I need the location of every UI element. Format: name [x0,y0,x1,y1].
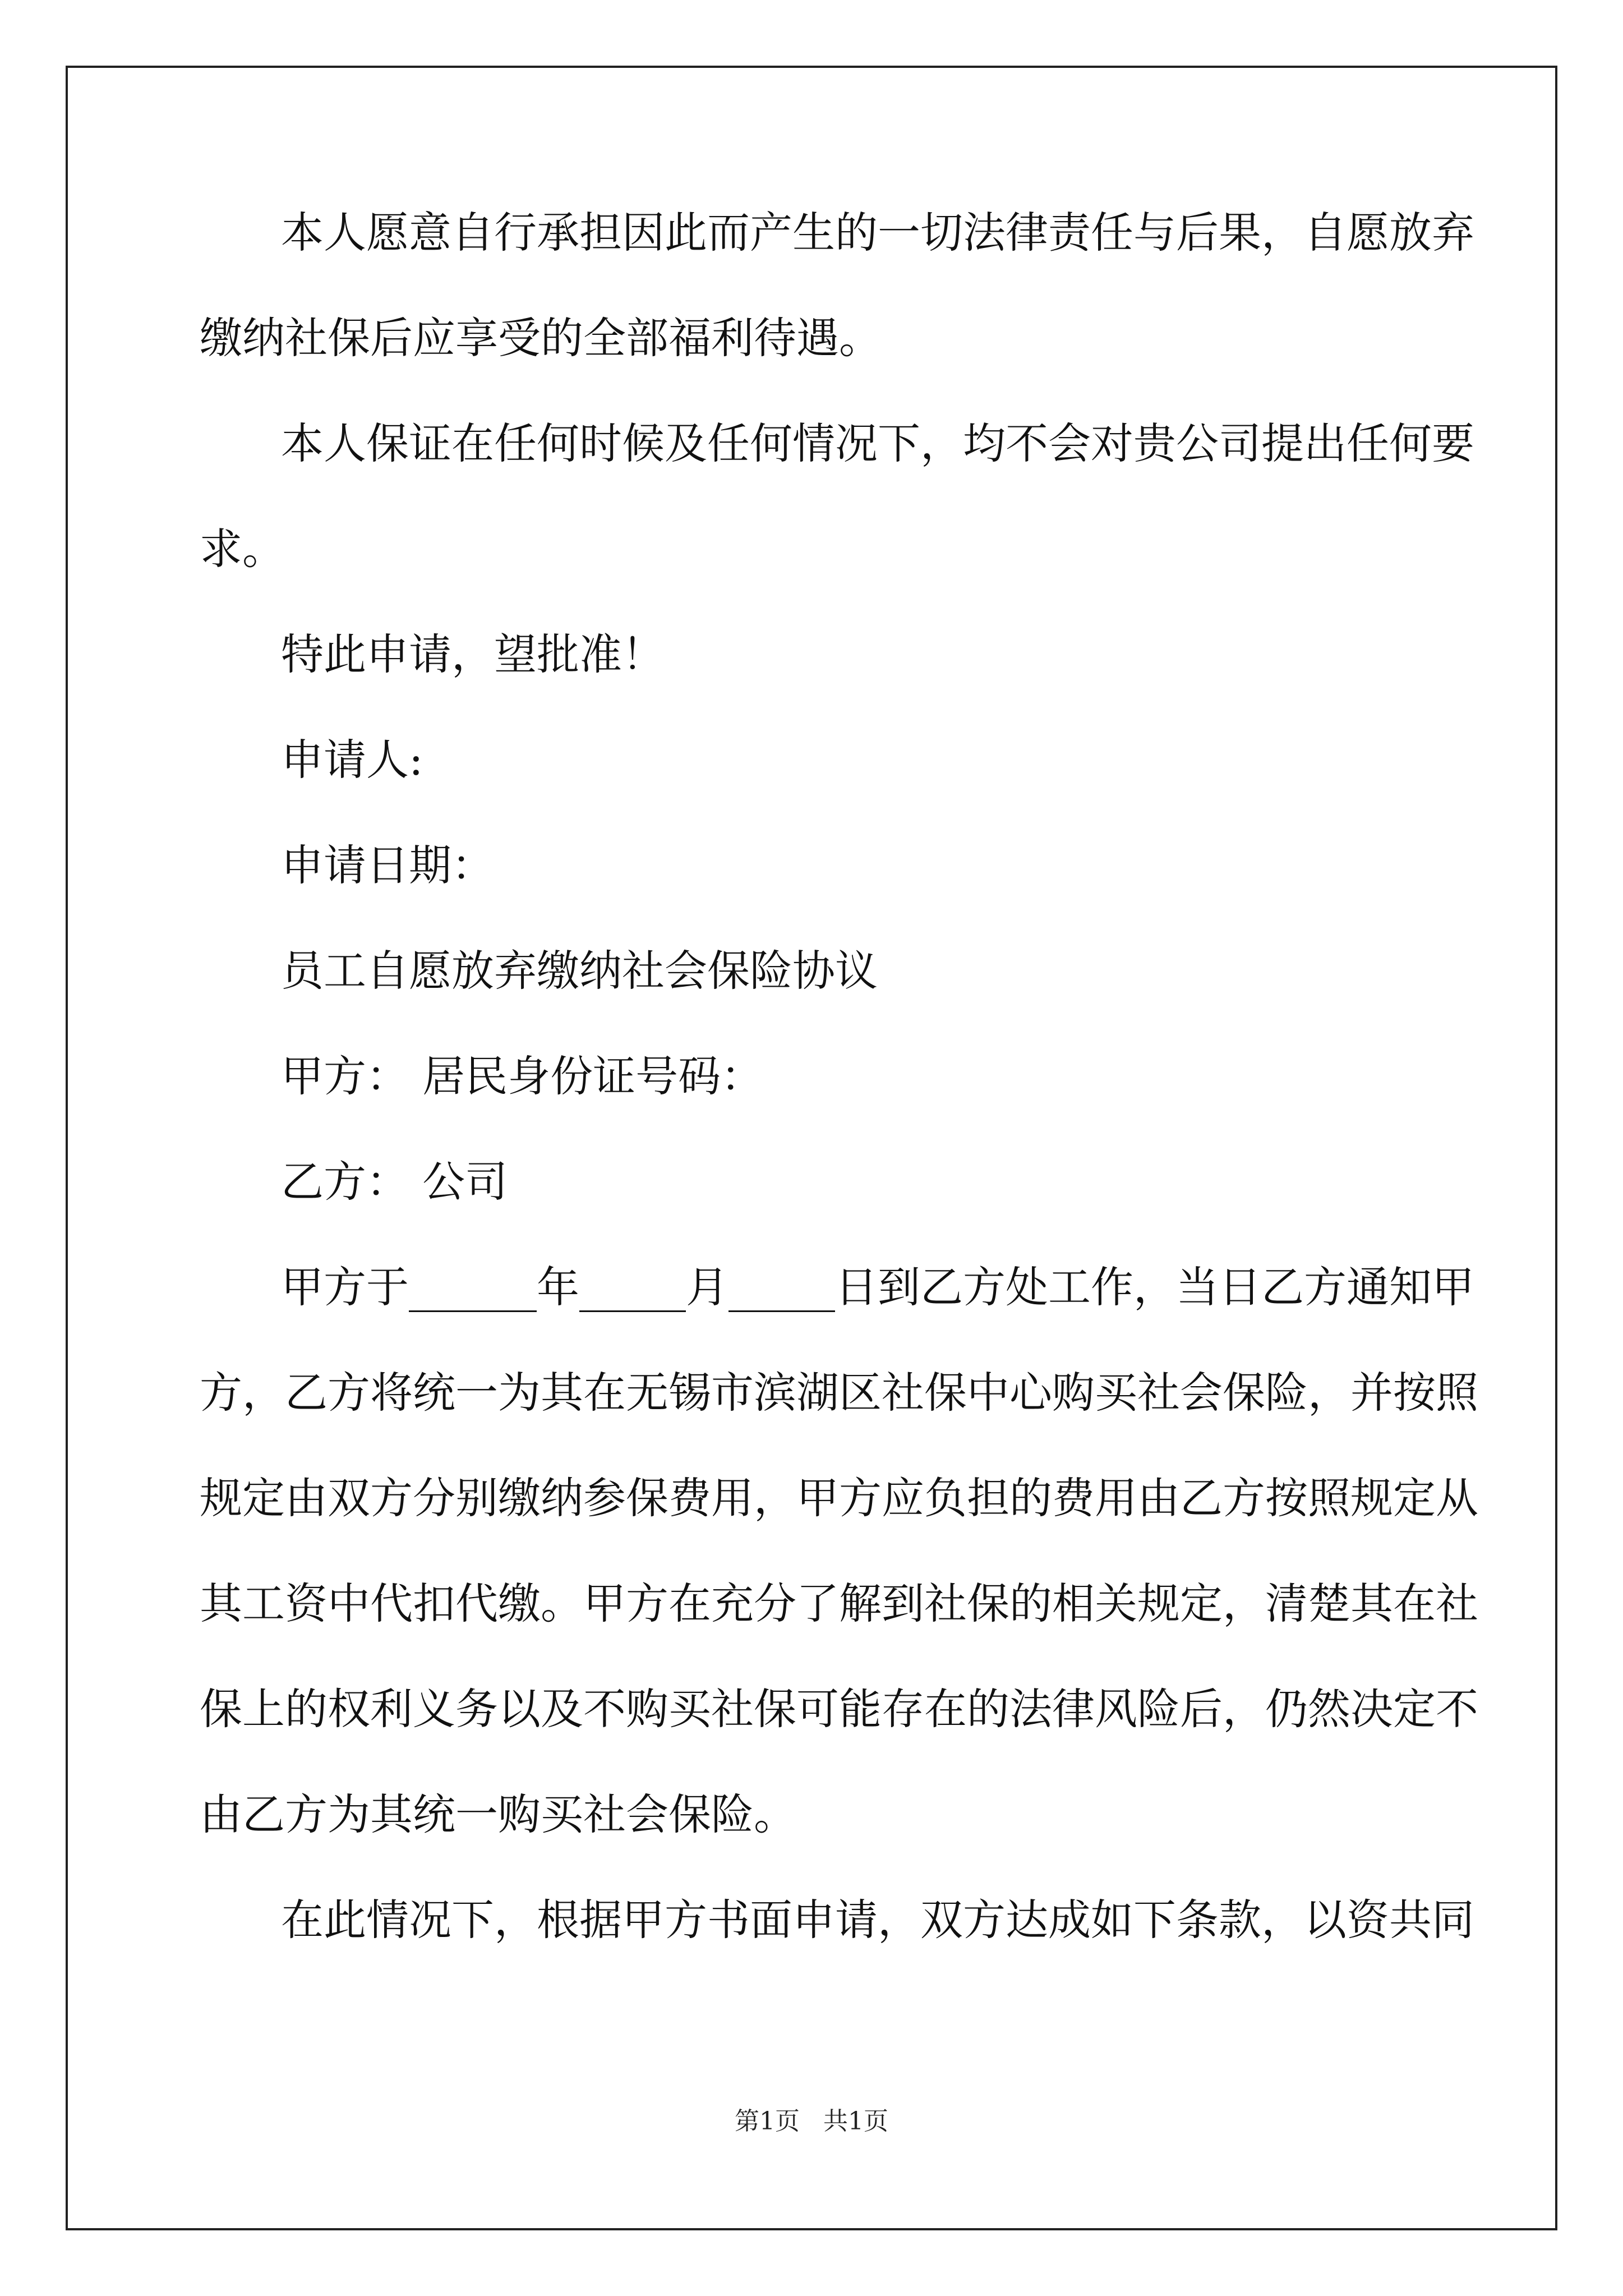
text-line: 缴纳社保后应享受的全部福利待遇。 [200,313,882,363]
agreement-title: 员工自愿放弃缴纳社会保险协议 [281,946,878,996]
text-line: 求。 [200,524,285,574]
page-number: 第1页 共1页 [735,2107,888,2136]
text-line: 甲方于______年_____月_____日到乙方处工作，当日乙方通知甲 [281,1262,1474,1312]
text-line: 在此情况下，根据甲方书面申请，双方达成如下条款，以资共同 [281,1895,1474,1945]
text-line: 保上的权利义务以及不购买社保可能存在的法律风险后，仍然决定不 [200,1684,1478,1734]
text-line: 特此申请，望批准！ [281,629,665,679]
text-line: 本人愿意自行承担因此而产生的一切法律责任与后果，自愿放弃 [281,208,1474,257]
text-line: 方，乙方将统一为其在无锡市滨湖区社保中心购买社会保险，并按照 [200,1368,1478,1418]
text-line: 本人保证在任何时候及任何情况下，均不会对贵公司提出任何要 [281,418,1474,468]
text-line: 其工资中代扣代缴。甲方在充分了解到社保的相关规定，清楚其在社 [200,1579,1478,1628]
applicant-label: 申请人: [281,735,423,785]
text-line: 由乙方为其统一购买社会保险。 [200,1789,796,1839]
application-date-label: 申请日期： [281,840,494,890]
text-line: 规定由双方分别缴纳参保费用，甲方应负担的费用由乙方按照规定从 [200,1473,1478,1523]
party-a-line: 甲方： 居民身份证号码： [281,1051,764,1101]
party-b-line: 乙方： 公司 [281,1157,508,1207]
